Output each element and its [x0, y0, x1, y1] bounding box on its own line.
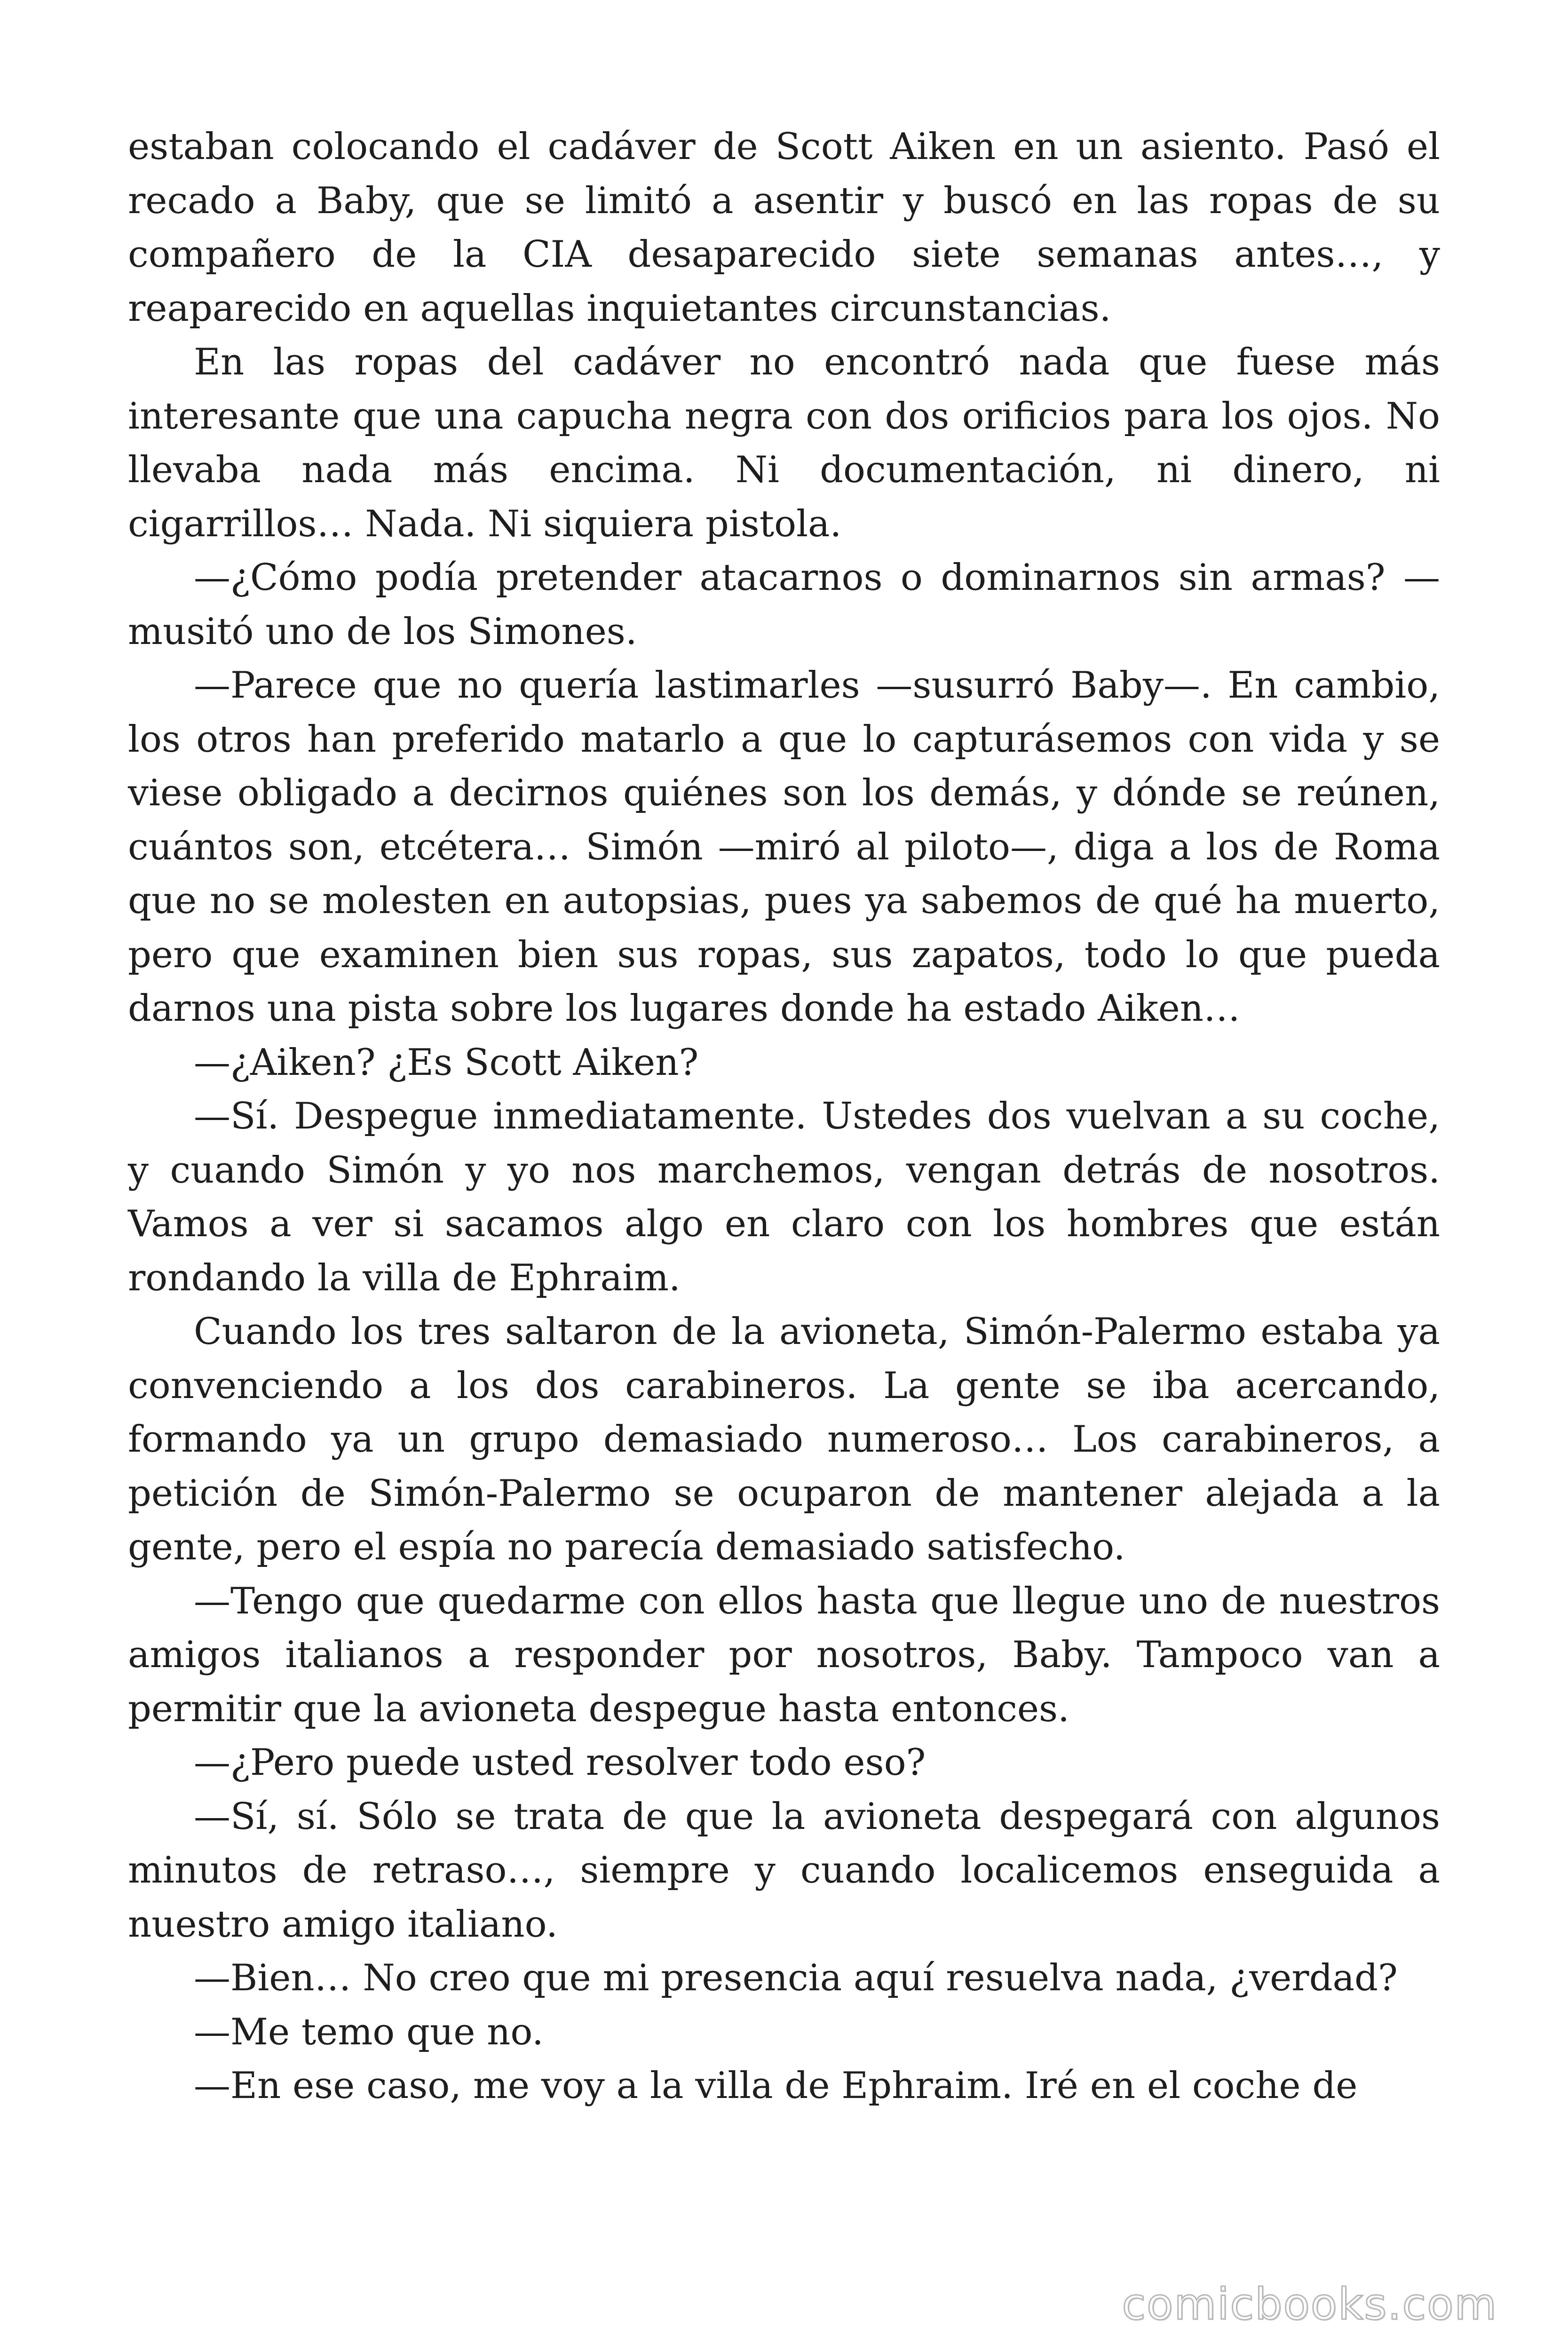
paragraph-9: —¿Pero puede usted resolver todo eso? [194, 1741, 926, 1784]
paragraph-1: estaban colocando el cadáver de Scott Aiken en un asiento. Pasó el recado a Baby, que se limitó a asentir y buscó en las ropas de su compañero de la CIA desaparecido siete semanas antes…, y reaparecido en aquellas inquietantes circunstancias. [128, 126, 1440, 330]
paragraph-13: —En ese caso, me voy a la villa de Ephraim. Iré en el coche de [194, 2065, 1358, 2107]
paragraph-6: —Sí. Despegue inmediatamente. Ustedes dos vuelvan a su coche, y cuando Simón y yo nos marchemos, vengan detrás de nosotros. Vamos a ver si sacamos algo en claro con los hombres que están rondando la villa de Ephraim. [128, 1095, 1440, 1299]
paragraph-12: —Me temo que no. [194, 2010, 544, 2053]
paragraph-2: En las ropas del cadáver no encontró nada que fuese más interesante que una capucha negra con dos orificios para los ojos. No llevaba nada más encima. Ni documentación, ni dinero, ni cigarrillos… Nada. Ni siquiera pistola. [128, 341, 1440, 545]
paragraph-11: —Bien… No creo que mi presencia aquí resuelva nada, ¿verdad? [194, 1957, 1398, 1999]
watermark: comicbooks.com [1122, 2279, 1497, 2329]
paragraph-10: —Sí, sí. Sólo se trata de que la avioneta despegará con algunos minutos de retraso…, siempre y cuando localicemos enseguida a nuestro amigo italiano. [128, 1795, 1440, 1946]
paragraph-4: —Parece que no quería lastimarles —susurró Baby—. En cambio, los otros han preferido matarlo a que lo capturásemos con vida y se viese obligado a decirnos quiénes son los demás, y dónde se reúnen, cuántos son, etcétera… Simón —miró al piloto—, diga a los de Roma que no se molesten en autopsias, pues ya sabemos de qué ha muerto, pero que examinen bien sus ropas, sus zapatos, todo lo que pueda darnos una pista sobre los lugares donde ha estado Aiken… [128, 664, 1440, 1030]
paragraph-8: —Tengo que quedarme con ellos hasta que llegue uno de nuestros amigos italianos a responder por nosotros, Baby. Tampoco van a permitir que la avioneta despegue hasta entonces. [128, 1580, 1440, 1730]
paragraph-7: Cuando los tres saltaron de la avioneta, Simón-Palermo estaba ya convenciendo a los dos carabineros. La gente se iba acercando, formando ya un grupo demasiado numeroso… Los carabineros, a petición de Simón-Palermo se ocuparon de mantener alejada a la gente, pero el espía no parecía demasiado satisfecho. [128, 1311, 1440, 1568]
paragraph-5: —¿Aiken? ¿Es Scott Aiken? [194, 1041, 699, 1084]
paragraph-3: —¿Cómo podía pretender atacarnos o dominarnos sin armas? —musitó uno de los Simones. [128, 556, 1440, 653]
body-text [128, 120, 1440, 2113]
